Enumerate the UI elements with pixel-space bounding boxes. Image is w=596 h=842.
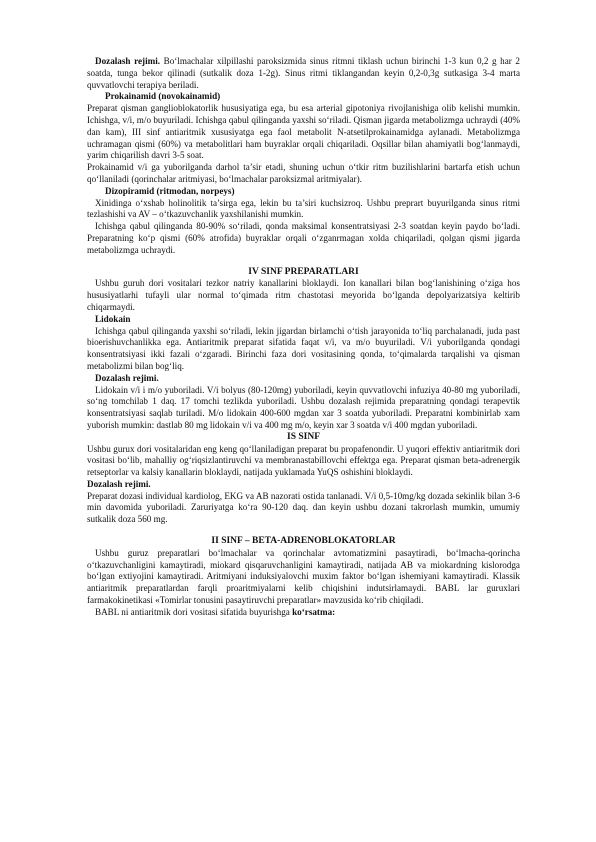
heading-lidokain-dosing: Dozalash rejimi. <box>95 372 159 383</box>
paragraph-lidokain-absorption: Ichishga qabul qilinganda yaxshi so‘riladi, lekin jigardan birlamchi o‘tish jarayonida to‘liq parchalanadi, juda past bioerishuvchanlikka ega. Antiaritmik preparat sifatida faqat v/i, va m/o buyuriladi. V/i yuborilganda qondagi konsentratsiyasi ikki fazali o‘zgaradi. Birinchi faza dori vositasining qonda, to‘qimalarda tarqalishi va qisman metabolizmi bilan bog‘liq. <box>87 325 520 371</box>
document-page <box>87 56 520 619</box>
paragraph-babl-indications <box>87 607 520 619</box>
paragraph-prokainamid-iv: Prokainamid v/i ga yuborilganda darhol ta’sir etadi, shuning uchun o‘tkir ritm buzilishlarini bartarfa etish uchun qo‘llaniladi (qorinchalar aritmiyasi, bo‘lmachalar paroksizmal aritmiyalar). <box>87 162 520 184</box>
heading-dizopiramid: Dizopiramid (ritmodan, norpeys) <box>105 185 235 196</box>
section-title-iv-class: IV SINF PREPARATLARI <box>248 266 359 277</box>
indications-label: ko‘rsatma: <box>292 606 336 617</box>
dosing-heading-inline: Dozalash rejimi. <box>95 56 161 66</box>
heading-lidokain: Lidokain <box>95 313 131 324</box>
paragraph-dizopiramid-absorption: Ichishga qabul qilinganda 80-90% so‘riladi, qonda maksimal konsentratsiyasi 2-3 soatdan keyin paydo bo‘ladi. Preparatning ko‘p qismi (60% atrofida) buyraklar orqali o‘zganrmagan xolda chiqariladi, qolgan qismi jigarda metabolizmga uchraydi. <box>87 221 520 255</box>
paragraph-text: Bo‘lmachalar xilpillashi paroksizmida sinus ritmni tiklash uchun birinchi 1-3 kun 0,2 g har 2 soatda, tunga bekor qilinadi (sutkalik doza 1-2g). Sinus ritmi tiklangandan keyin 0,2-0,3g sutkasiga 3-4 marta quvvatlovchi terapiya beriladi. <box>87 56 520 90</box>
paragraph-iv-class-intro: Ushbu guruh dori vositalari tezkor natriy kanallarini bloklaydi. Ion kanallari bilan bog‘lanishining o‘ziga hos hususiyatlarhi tufayli ular normal to‘qimada ritm chastotasi meyorida bo‘lganda depolyarizatsiya keltirib chiqarmaydi. <box>87 278 520 312</box>
paragraph-dosing-regimen <box>87 56 520 91</box>
paragraph-lidokain-dosing: Lidokain v/i i m/o yuboriladi. V/i bolyus (80-120mg) yuboriladi, keyin quvvatlovchi infuziya 40-80 mg yuboriladi, so‘ng tomchilab 1 daq. 17 tomchi tezlikda yuboriladi. Ushbu dozalash rejimida preparatning qondagi terapevtik konsentratsiyasi saqlab turiladi. M/o lidokain 400-600 mgdan xar 3 soatda yuboriladi. Preparatni kombinirlab xam yuborish mumkin: dastlab 80 mg lidokain v/i va 400 mg m/o, keyin xar 3 soatda v/i 400 mgdan yuboriladi. <box>87 384 520 430</box>
paragraph-prokainamid-properties: Preparat qisman ganglioblokatorlik hususiyatiga ega, bu esa arterial gipotoniya rivojlanishiga olib kelishi mumkin. Ichishga, v/i, m/o buyuriladi. Ichishga qabul qilinganda yaxshi so‘riladi. Qisman jigarda metabolizmga uchraydi (40% dan kam), III sinf antiaritmik xususiyatga ega faol metabolit N-atsetilprokainamidga aylanadi. Metabolizmga uchramagan qismi (60%) va metabolitlari ham buyraklar orqali chiqariladi. Oqsillar bilan ahamiyatli bog‘lanmaydi, yarim chiqarilish davri 3-5 soat. <box>87 103 520 161</box>
paragraph-beta-blockers: Ushbu guruz preparatlari bo‘lmachalar va qorinchalar avtomatizmini pasaytiradi, bo‘lmacha-qorincha o‘tkazuvchanligini kamaytiradi, miokard qisqaruvchanligini kamaytiradi, natijada AB va miokardning kislorodga bo‘lgan extiyojini kamaytiradi. Aritmiyani induksiyalovchi muxim faktor bo‘lgan ishemiyani kamaytiradi. Klassik antiaritmik preparatlardan farqli proaritmiyalarni kelib chiqishini indutsirlamaydi. BABL lar guruxlari farmakokinetikasi «Tomirlar tonusini pasaytiruvchi preparatlar» mavzusida ko‘rib chiqiladi. <box>87 547 520 606</box>
paragraph-propafenon-dosing: Preparat dozasi individual kardiolog, EKG va AB nazorati ostida tanlanadi. V/i 0,5-10mg/kg dozada sekinlik bilan 3-6 min davomida yuboriladi. Zaruriyatga ko‘ra 90-120 daq. dan keyin ushbu dozani takrorlash mumkin, umumiy sutkalik doza 560 mg. <box>87 490 520 525</box>
heading-prokainamid: Prokainamid (novokainamid) <box>105 91 221 102</box>
section-title-is-class: IS SINF <box>287 431 320 442</box>
paragraph-text: BABL ni antiaritmik dori vositasi sifatida buyurishga <box>95 606 293 617</box>
section-title-ii-class: II SINF – BETA-ADRENOBLOKATORLAR <box>211 536 396 547</box>
heading-propafenon-dosing: Dozalash rejimi. <box>87 478 151 489</box>
paragraph-propafenon: Ushbu gurux dori vositalaridan eng keng qo‘llaniladigan preparat bu propafenondir. U yuqori effektiv antiaritmik dori vositasi bo‘lib, mahalliy og‘riqsizlantiruvchi va membranastabillovchi effektga ega. Preparat qisman beta-adrenergik retseptorlar va kalsiy kanallarin bloklaydi, natijada yuklamada YuQS oshishini bloklaydi. <box>87 443 520 478</box>
paragraph-dizopiramid-effect: Xinidinga o‘xshab holinolitik ta’sirga ega, lekin bu ta’siri kuchsizroq. Ushbu preprart buyurilganda sinus ritmi tezlashishi va AV – o‘tkazuvchanlik yaxshilanishi mumkin. <box>87 197 520 220</box>
